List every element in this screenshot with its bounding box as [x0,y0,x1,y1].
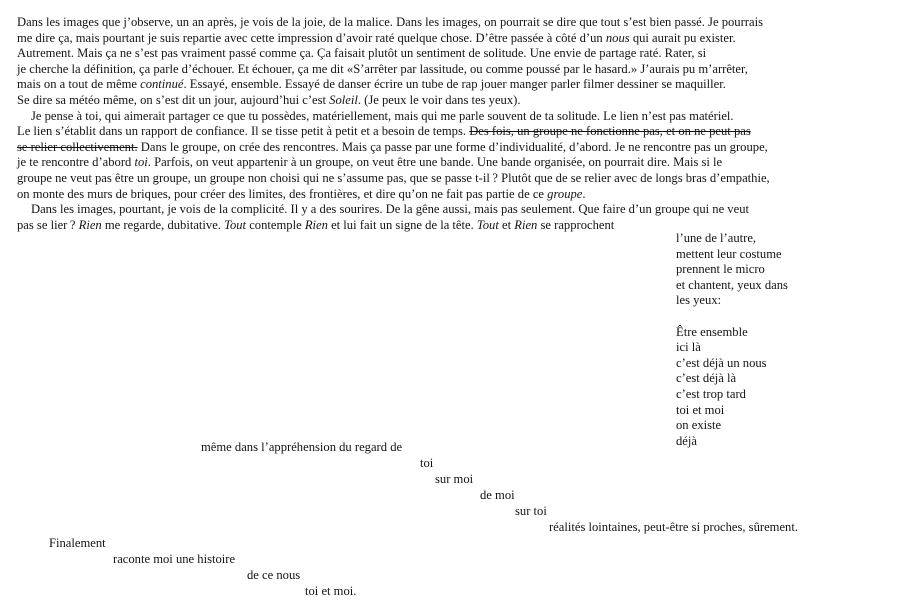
prose-line [17,109,770,125]
prose-line [17,93,770,109]
text-run: . Parfois, on veut appartenir à un groupe, on veut être une bande. Une bande organisée, on pourrait dire. Mais si le [147,155,723,170]
scatter-line: sur toi [515,504,547,518]
poem-line: toi et moi [676,402,725,417]
poem-line: c’est trop tard [676,386,746,401]
text-run: . [582,186,586,201]
text-run: me dire ça, mais pourtant je suis repartie avec cette impression d’avoir raté quelque chose. D’être passée à côté d’un [17,30,606,45]
text-run: je te rencontre d’abord [17,155,135,170]
prose-line [17,124,770,140]
italic-text: groupe [547,186,583,201]
italic-text: continué [140,77,184,92]
poem-line: c’est déjà un nous [676,355,767,370]
italic-text: Tout [224,217,247,232]
prose-paragraphs [17,15,770,233]
text-run: et lui fait un signe de la tête. [327,217,477,232]
scatter-line: de ce nous [247,568,301,582]
text-run: mais on a tout de même [17,77,141,92]
prose-line [17,202,770,218]
text-run: . Essayé, ensemble. Essayé de danser écrire un tube de rap jouer manger parler filmer dessiner se maquiller. [183,77,726,92]
poem-line [676,309,788,325]
italic-text: Rien [304,217,328,232]
scatter-line: raconte moi une histoire [113,552,236,566]
poem-line: on existe [676,418,722,433]
poem-line: déjà [676,433,697,448]
text-run: on monte des murs de briques, pour créer des limites, des frontières, et dire qu’on ne fait pas partie de ce [17,186,548,201]
scatter-line: réalités lointaines, peut-être si proches, sûrement. [549,520,798,534]
text-run: se rapprochent [537,217,615,232]
text-run: et [498,217,515,232]
text-run: Je pense à toi, qui aimerait partager ce que tu possèdes, matériellement, mais qui me parle souvent de ta solitude. Le lien n’est pas matériel. [31,108,734,123]
scatter-line: toi [420,456,434,470]
prose-line [17,187,770,203]
prose-line [17,46,770,62]
italic-text: toi [134,155,148,170]
prose-line [17,77,770,93]
scatter-line: de moi [480,488,515,502]
prose-line [17,171,770,187]
text-run: je cherche la définition, ça parle d’échouer. Et échouer, ça me dit «S’arrêter par lassitude, ou comme poussé par le hasard.» J’aurais pu m’arrêter, [17,61,748,76]
italic-text: Rien [78,217,102,232]
text-run: Autrement. Mais ça ne s’est pas vraiment passé comme ça. Ça faisait plutôt un sentiment de solitude. Une envie de partage raté. Rater, si [17,46,707,61]
text-run: pas se lier ? [17,217,79,232]
prose-line [17,218,770,234]
italic-text: Rien [514,217,538,232]
poem-line: l’une de l’autre, [676,231,757,245]
scatter-line: sur moi [435,472,474,486]
prose-line [17,62,770,78]
prose-line [17,15,770,31]
text-run: Se dire sa météo même, on s’est dit un jour, aujourd’hui c’est [17,92,330,107]
text-run: groupe ne veut pas être un groupe, un groupe non choisi qui ne s’assume pas, que se passe t-il ? Plutôt que de se relier avec de longs bras d’empathie, [17,170,770,185]
poem-block [676,231,788,449]
poem-line: et chantent, yeux dans [676,277,788,292]
scatter-line: toi et moi. [305,584,357,598]
text-run: qui aurait pu exister. [629,30,736,45]
poem-line: Être ensemble [676,324,748,339]
text-run: . (Je peux le voir dans tes yeux). [357,92,521,107]
text-run: contemple [246,217,305,232]
prose-line [17,155,770,171]
struck-text: se relier collectivement. [17,139,138,154]
scatter-line: Finalement [49,536,106,550]
scatter-line: même dans l’appréhension du regard de [201,440,403,454]
struck-text: Des fois, un groupe ne fonctionne pas, et on ne peut pas [469,124,751,139]
italic-text: Soleil [329,92,358,107]
text-run: me regarde, dubitative. [101,217,225,232]
poem-line: ici là [676,340,701,355]
text-run: Dans le groupe, on crée des rencontres. Mais ça passe par une forme d’individualité, d’abord. Je ne rencontre pas un groupe, [137,139,768,154]
prose-line [17,31,770,47]
prose-line [17,140,770,156]
poem-line: mettent leur costume [676,246,782,261]
poem-line: les yeux: [676,293,722,308]
text-run: Dans les images, pourtant, je vois de la complicité. Il y a des sourires. De la gêne aussi, mais pas seulement. Que faire d’un groupe qui ne veut [31,202,749,217]
text-run: Le lien s’établit dans un rapport de confiance. Il se tisse petit à petit et a besoin de temps. [17,124,470,139]
poem-line: prennent le micro [676,262,765,277]
text-run: Dans les images que j’observe, un an après, je vois de la joie, de la malice. Dans les images, on pourrait se dire que tout s’est bien passé. Je pourrais [17,15,763,29]
italic-text: nous [605,30,630,45]
poem-line: c’est déjà là [676,371,737,386]
italic-text: Tout [476,217,499,232]
